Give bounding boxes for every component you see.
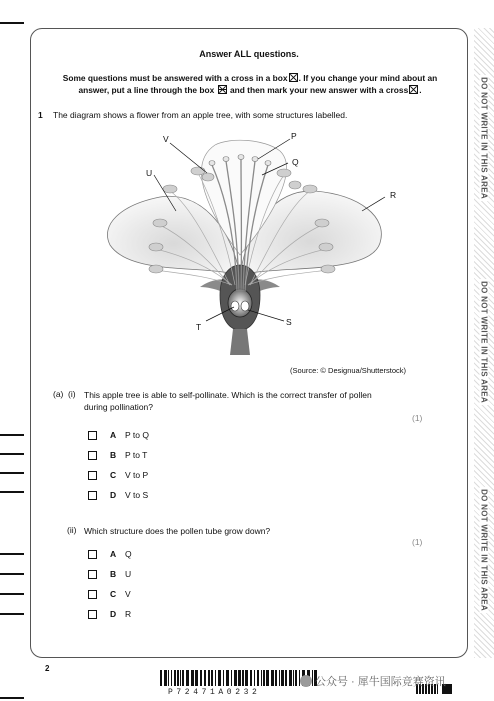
option-text: V to S — [125, 490, 149, 500]
instruction-text: answer, put a line through the box — [78, 85, 215, 95]
barcode-bar — [195, 670, 198, 686]
barcode-bar — [281, 670, 284, 686]
barcode-bar — [200, 670, 202, 686]
option-letter: A — [110, 549, 117, 559]
option-letter: B — [110, 450, 117, 460]
barcode-number: P72471A0232 — [168, 688, 261, 697]
option-letter: D — [110, 490, 117, 500]
side-warning-text: DO NOT WRITE IN THIS AREA — [479, 281, 489, 403]
barcode-bar — [295, 670, 297, 686]
page-number: 2 — [45, 664, 50, 673]
diagram-label-q: Q — [292, 157, 299, 167]
answer-checkbox[interactable] — [88, 431, 97, 440]
option-text: V to P — [125, 470, 149, 480]
barcode-bar — [254, 670, 255, 686]
margin-mark — [0, 491, 24, 493]
instruction-text: Some questions must be answered with a cross in a box — [62, 73, 288, 83]
part-a-i-marks: (1) — [412, 413, 423, 423]
barcode-bar — [215, 670, 216, 686]
barcode-bar — [257, 670, 259, 686]
page-heading: Answer ALL questions. — [199, 49, 299, 59]
barcode-bar — [242, 670, 244, 686]
barcode-bar — [289, 670, 292, 686]
instruction-text: . — [419, 85, 422, 95]
barcode-bar — [174, 670, 176, 686]
diagram-label-t: T — [196, 322, 202, 332]
margin-mark — [0, 573, 24, 575]
question-number: 1 — [38, 110, 43, 120]
margin-mark — [0, 22, 24, 24]
barcode-bar — [208, 670, 210, 686]
option-text: P to Q — [125, 430, 149, 440]
option-text: U — [125, 569, 132, 579]
answer-checkbox[interactable] — [88, 570, 97, 579]
barcode-bar — [231, 670, 232, 686]
margin-mark — [0, 472, 24, 474]
part-a-label: (a) — [53, 389, 64, 399]
barcode-bar — [266, 670, 269, 686]
part-a-ii-marks: (1) — [412, 537, 423, 547]
barcode-bar — [160, 670, 162, 686]
barcode-bar — [234, 670, 237, 686]
barcode-bar — [191, 670, 194, 686]
answer-checkbox[interactable] — [88, 610, 97, 619]
margin-mark — [0, 553, 24, 555]
barcode-bar — [204, 670, 206, 686]
question-text-line: This apple tree is able to self-pollinate. Which is the correct transfer of pollen — [84, 390, 372, 400]
part-a-ii-question: Which structure does the pollen tube grow down? — [84, 526, 271, 536]
barcode-bar — [182, 670, 184, 686]
diagram-label-p: P — [291, 131, 297, 141]
barcode-bar — [218, 670, 221, 686]
barcode-bar — [226, 670, 229, 686]
answer-checkbox[interactable] — [88, 590, 97, 599]
diagram-label-r: R — [390, 190, 397, 200]
barcode-bar — [168, 670, 169, 686]
part-a-i-label: (i) — [68, 389, 76, 399]
barcode-bar — [263, 670, 265, 686]
answer-checkbox[interactable] — [88, 451, 97, 460]
barcode-bar — [279, 670, 280, 686]
margin-mark — [0, 613, 24, 615]
barcode-bar — [250, 670, 252, 686]
diagram-label-s: S — [286, 317, 292, 327]
instruction-text: . If you change your mind about an — [298, 73, 438, 83]
crossed-box-icon — [289, 73, 298, 82]
crossed-box-icon — [409, 85, 418, 94]
barcode-bar — [186, 670, 189, 686]
apple-flower-illustration — [90, 125, 390, 360]
diagram-label-v: V — [163, 134, 169, 144]
margin-mark — [0, 697, 24, 699]
part-a-ii-label: (ii) — [67, 525, 77, 535]
barcode-bar — [285, 670, 287, 686]
barcode-bar — [223, 670, 224, 686]
image-source: (Source: © Designua/Shutterstock) — [290, 366, 406, 375]
watermark — [300, 673, 446, 689]
option-letter: C — [110, 589, 117, 599]
part-a-i-question — [84, 389, 424, 413]
instructions — [42, 72, 458, 96]
side-warning-text: DO NOT WRITE IN THIS AREA — [479, 489, 489, 611]
answer-checkbox[interactable] — [88, 471, 97, 480]
barcode-bar — [293, 670, 294, 686]
barcode-bar — [261, 670, 262, 686]
struck-box-icon — [218, 85, 227, 94]
barcode-bar — [177, 670, 179, 686]
option-text: Q — [125, 549, 132, 559]
margin-mark — [0, 453, 24, 455]
margin-mark — [0, 434, 24, 436]
option-letter: A — [110, 430, 117, 440]
question-stem: The diagram shows a flower from an apple tree, with some structures labelled. — [53, 110, 348, 120]
barcode-bar — [271, 670, 274, 686]
wechat-logo-icon — [300, 675, 312, 687]
barcode-bar — [211, 670, 213, 686]
barcode-bar — [164, 670, 167, 686]
barcode-bar — [238, 670, 241, 686]
answer-checkbox[interactable] — [88, 550, 97, 559]
diagram-label-u: U — [146, 168, 153, 178]
option-letter: B — [110, 569, 117, 579]
barcode-bar — [171, 670, 172, 686]
option-text: P to T — [125, 450, 148, 460]
watermark-text: 公众号 · 犀牛国际竞赛资讯 — [315, 676, 446, 688]
barcode-bar — [245, 670, 248, 686]
option-text: V — [125, 589, 131, 599]
barcode-bar — [275, 670, 277, 686]
option-text: R — [125, 609, 132, 619]
option-letter: D — [110, 609, 117, 619]
answer-checkbox[interactable] — [88, 491, 97, 500]
side-warning-text: DO NOT WRITE IN THIS AREA — [479, 77, 489, 199]
option-letter: C — [110, 470, 117, 480]
barcode-bar — [180, 670, 181, 686]
flower-diagram — [90, 125, 397, 365]
question-text-line: during pollination? — [84, 402, 153, 412]
margin-mark — [0, 593, 24, 595]
instruction-text: and then mark your new answer with a cross — [229, 85, 409, 95]
barcode-graphic — [160, 670, 320, 688]
